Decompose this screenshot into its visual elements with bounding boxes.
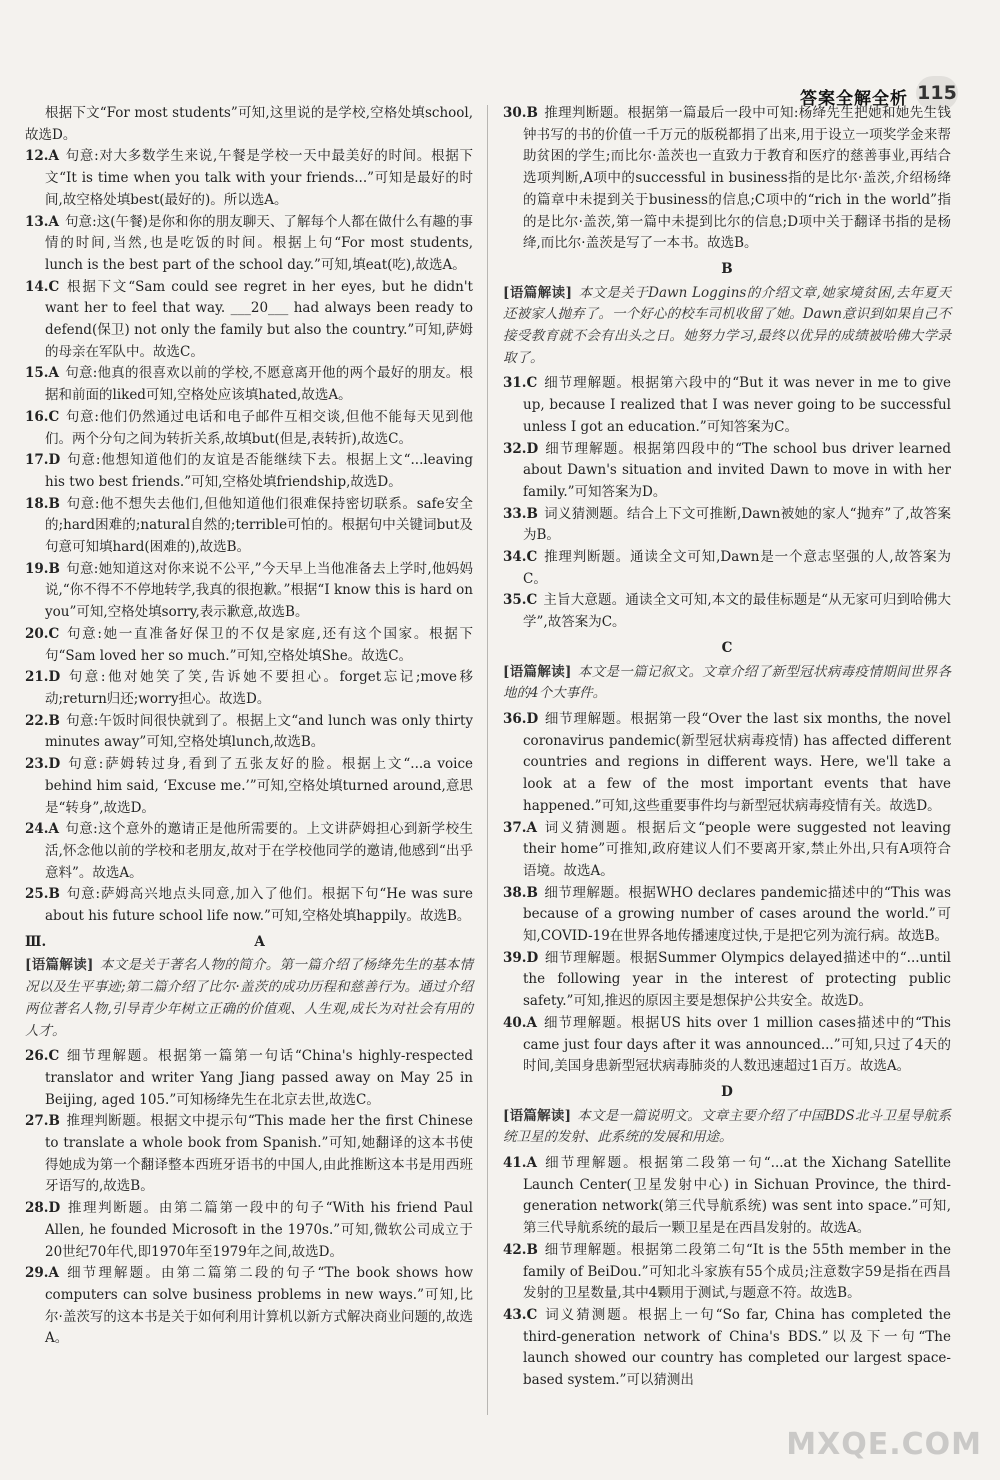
reading-summary-a bbox=[25, 955, 473, 1042]
answer-item bbox=[503, 373, 951, 438]
answer-item bbox=[503, 709, 951, 818]
answers-36-40 bbox=[503, 709, 951, 1078]
answer-item bbox=[25, 494, 473, 559]
section-letter: A bbox=[254, 933, 265, 950]
reading-tag: [语篇解读] bbox=[503, 663, 572, 680]
answer-number: 19.B bbox=[25, 560, 60, 577]
answer-text: 句意:对大多数学生来说,午餐是学校一天中最美好的时间。根据下文“It is time when you talk with your friends...”可知是最好的时间,故空格处填best(最好的)。所以选A。 bbox=[45, 148, 473, 208]
answer-text: 细节理解题。根据第四段中的“The school bus driver learned about Dawn's situation and invited Dawn to move in with her family.”可知答案为D。 bbox=[523, 440, 951, 500]
answer-item bbox=[25, 146, 473, 211]
answer-number: 33.B bbox=[503, 505, 538, 522]
answer-text: 句意:萨姆转过身,看到了五张友好的脸。根据上文“...a voice behind him said, ‘Excuse me.’”可知,空格处填turned around,意思是“转身”,故选D。 bbox=[45, 756, 473, 816]
answer-text: 句意:她知道这对你来说不公平,”今天早上当他准备去上学时,他妈妈说,“你不得不不停地转学,我真的很抱歉。”根据“I know this is hard on you”可知,空格处填sorry,表示歉意,故选B。 bbox=[45, 560, 473, 621]
answer-number: 43.C bbox=[503, 1306, 538, 1323]
answer-number: 25.B bbox=[25, 886, 60, 903]
watermark-logo: MXQE.COM bbox=[786, 1427, 982, 1462]
answer-text: 句意:他对她笑了笑,告诉她不要担心。forget忘记;move移动;return归还;worry担心。故选D。 bbox=[45, 669, 473, 707]
answer-number: 42.B bbox=[503, 1241, 538, 1258]
reading-tag: [语篇解读] bbox=[25, 957, 94, 974]
answer-number: 30.B bbox=[503, 105, 538, 121]
right-column bbox=[503, 103, 951, 1392]
answer-text: 根据下文“Sam could see regret in her eyes, but he didn't want her to feel that way. ___20___ had always been ready to defend(保卫) not only the family but also the country.”可知,萨姆的母亲在军队中。故选C。 bbox=[45, 278, 473, 360]
answer-text: 细节理解题。根据第六段中的“But it was never in me to give up, because I realized that I was never going to be successful unless I got an education.”可知答案为C。 bbox=[523, 375, 951, 435]
answer-text: 细节理解题。根据WHO declares pandemic描述中的“This was because of a growing number of cases around the world.”可知,COVID-19在世界各地传播速度过快,于是把它列为流行病。故选B。 bbox=[523, 884, 951, 945]
answer-number: 14.C bbox=[25, 278, 60, 295]
answer-number: 37.A bbox=[503, 819, 537, 836]
answer-text: 句意:萨姆高兴地点头同意,加入了他们。根据下句“He was sure about his future school life now.”可知,空格处填happily。故选B。 bbox=[45, 886, 473, 925]
answer-number: 39.D bbox=[503, 949, 539, 966]
answer-text: 句意:午饭时间很快就到了。根据上文“and lunch was only thirty minutes away”可知,空格处填lunch,故选B。 bbox=[45, 712, 473, 751]
answer-item bbox=[503, 948, 951, 1013]
reading-tag: [语篇解读] bbox=[503, 1107, 572, 1124]
reading-summary-d bbox=[503, 1106, 951, 1149]
answer-item bbox=[503, 1013, 951, 1078]
reading-summary-b bbox=[503, 283, 951, 370]
answer-text: 句意:他想知道他们的友谊是否能继续下去。根据上文“...leaving his two best friends.”可知,空格处填friendship,故选D。 bbox=[45, 452, 473, 490]
answer-number: 26.C bbox=[25, 1048, 60, 1065]
answer-number: 18.B bbox=[25, 495, 60, 512]
answer-text: 细节理解题。根据第一篇第一句话“China's highly-respected translator and writer Yang Jiang passed away on May 25 in Beijing, aged 105.”可知杨绛先生在北京去世,故选C。 bbox=[45, 1048, 473, 1108]
answer-text: 细节理解题。根据US hits over 1 million cases描述中的“This came just four days after it was announced...”可知,只过了4天的时间,美国身患新型冠状病毒肺炎的人数迅速超过1百万。故选A。 bbox=[523, 1014, 951, 1075]
answer-text: 句意:这个意外的邀请正是他所需要的。上文讲萨姆担心到新学校生活,怀念他以前的学校和老朋友,故对于在学校他同学的邀请,他感到“出乎意料”。故选A。 bbox=[45, 821, 473, 881]
answer-number: 12.A bbox=[25, 148, 59, 165]
reading-text: 本文是关于著名人物的简介。第一篇介绍了杨绛先生的基本情况以及生平事迹;第二篇介绍了比尔·盖茨的成功历程和慈善行为。通过介绍两位著名人物,引导青少年树立正确的价值观、人生观,成长为对社会有用的人才。 bbox=[25, 957, 473, 1039]
answer-text: 词义猜测题。根据后文“people were suggested not leaving their home”可推知,政府建议人们不要离开家,禁止外出,只有A项符合语境。故选A。 bbox=[523, 819, 951, 879]
answer-item bbox=[25, 407, 473, 450]
page-number: 115 bbox=[916, 76, 958, 110]
answer-item bbox=[503, 1305, 951, 1392]
answer-text: 句意:这(午餐)是你和你的朋友聊天、了解每个人都在做什么有趣的事情的时间,当然,也是吃饭的时间。根据上句“For most students, lunch is the best part of the school day.”可知,填eat(吃),故选A。 bbox=[45, 213, 473, 273]
answer-item bbox=[25, 884, 473, 927]
answer-item bbox=[503, 590, 951, 633]
header-title: 答案全解全析 bbox=[800, 89, 908, 109]
answers-41-43 bbox=[503, 1153, 951, 1392]
answer-number: 21.D bbox=[25, 669, 61, 686]
intro-text: 根据下文“For most students”可知,这里说的是学校,空格处填school,故选D。 bbox=[25, 105, 473, 143]
answer-text: 细节理解题。由第二篇第二段的句子“The book shows how computers can solve business problems in new ways.”可知,比尔·盖茨写的这本书是关于如何利用计算机以新方式解决商业问题的,故选A。 bbox=[45, 1265, 473, 1347]
answer-item bbox=[503, 547, 951, 590]
section-a-heading bbox=[25, 932, 473, 954]
answer-text: 推理判断题。由第二篇第一段中的句子“With his friend Paul Allen, he founded Microsoft in the 1970s.”可知,微软公司成立于20世纪70年代,即1970年至1979年之间,故选D。 bbox=[45, 1200, 473, 1260]
answer-item bbox=[25, 1198, 473, 1263]
answer-number: 15.A bbox=[25, 365, 59, 382]
answer-item bbox=[25, 1263, 473, 1350]
column-divider bbox=[487, 105, 488, 1415]
reading-text: 本文是一篇说明文。文章主要介绍了中国BDS北斗卫星导航系统卫星的发射、此系统的发展和用途。 bbox=[503, 1107, 951, 1146]
answer-text: 句意:她一直准备好保卫的不仅是家庭,还有这个国家。根据下句“Sam loved her so much.”可知,空格处填She。故选C。 bbox=[45, 625, 473, 664]
answer-item bbox=[503, 504, 951, 547]
answer-item bbox=[25, 624, 473, 667]
answer-number: 41.A bbox=[503, 1155, 537, 1172]
answer-number: 36.D bbox=[503, 710, 539, 727]
answer-text: 细节理解题。根据第二段第二句“It is the 55th member in the family of BeiDou.”可知北斗家族有55个成员;注意数字59是指在西昌发射的卫星数量,其中4颗用于测试,与题意不符。故选B。 bbox=[523, 1241, 951, 1302]
answers-31-35 bbox=[503, 373, 951, 633]
answer-item bbox=[503, 1153, 951, 1240]
answer-text: 主旨大意题。通读全文可知,本文的最佳标题是“从无家可归到哈佛大学”,故答案为C。 bbox=[523, 592, 951, 631]
answer-number: 32.D bbox=[503, 440, 539, 457]
answer-number: 24.A bbox=[25, 821, 59, 838]
answer-text: 推理判断题。根据第一篇最后一段中可知:杨绛先生把她和她先生钱钟书写的书的价值一千万元的版税都捐了出来,用于设立一项奖学金来帮助贫困的学生;而比尔·盖茨也一直致力于教育和医疗的慈善事业,再结合选项判断,A项中的successful in business指的是比尔·盖茨,介绍杨绛的篇章中未提到关于business的信息;C项中的“rich in the world”指的是比尔·盖茨,第一篇中未提到比尔的信息;D项中关于翻译书指的是杨绛,而比尔·盖茨是写了一本书。故选B。 bbox=[523, 105, 951, 252]
answers-12-25 bbox=[25, 146, 473, 927]
answer-item bbox=[25, 450, 473, 493]
answer-text: 细节理解题。根据Summer Olympics delayed描述中的“...until the following year in the interest of protecting public safety.”可知,推迟的原因主要是想保护公共安全。故选D。 bbox=[523, 949, 951, 1010]
answer-item bbox=[503, 439, 951, 504]
answer-item bbox=[25, 711, 473, 754]
answer-text: 推理判断题。根据文中提示句“This made her the first Chinese to translate a whole book from Spanish.”可知,她翻译的这本书使得她成为第一个翻译整本西班牙语书的中国人,由此推断这本书是用西班牙语写的,故选B。 bbox=[45, 1113, 473, 1195]
answer-number: 22.B bbox=[25, 712, 60, 729]
section-b-heading: B bbox=[721, 260, 733, 277]
answer-number: 40.A bbox=[503, 1014, 537, 1031]
reading-summary-c bbox=[503, 662, 951, 705]
answer-text: 词义猜测题。结合上下文可推断,Dawn被她的家人“抛弃”了,故答案为B。 bbox=[523, 505, 951, 544]
section-d-heading: D bbox=[721, 1083, 733, 1100]
part-roman-numeral: Ⅲ. bbox=[25, 933, 47, 950]
answer-item bbox=[25, 819, 473, 884]
answer-text: 推理判断题。通读全文可知,Dawn是一个意志坚强的人,故答案为C。 bbox=[523, 549, 951, 587]
answer-number: 20.C bbox=[25, 625, 60, 642]
answer-text: 细节理解题。根据第二段第一句“...at the Xichang Satellite Launch Center(卫星发射中心) in Sichuan Province, the third-generation network(第三代导航系统) was sent into space.”可知,第三代导航系统的最后一颗卫星是在西昌发射的。故选A。 bbox=[523, 1155, 951, 1237]
answer-text: 细节理解题。根据第一段“Over the last six months, the novel coronavirus pandemic(新型冠状病毒疫情) has affected different countries and regions in different ways. Here, we'll take a look at a few of the most important events that have happened.”可知,这些重要事件均与新型冠状病毒疫情有关。故选D。 bbox=[523, 710, 951, 814]
answer-number: 34.C bbox=[503, 549, 538, 566]
answer-text: 句意:他真的很喜欢以前的学校,不愿意离开他的两个最好的朋友。根据和前面的liked可知,空格处应该填hated,故选A。 bbox=[45, 365, 473, 404]
answer-text: 词义猜测题。根据上一句“So far, China has completed the third-generation network of China's BDS.”以及下一句“The launch showed our country has completed our largest space-based system.”可以猜测出 bbox=[523, 1306, 951, 1389]
answer-number: 23.D bbox=[25, 756, 61, 773]
answers-26-29 bbox=[25, 1046, 473, 1350]
answer-item bbox=[25, 667, 473, 710]
answer-number: 29.A bbox=[25, 1265, 59, 1282]
answer-item bbox=[25, 559, 473, 624]
section-c-heading: C bbox=[721, 639, 733, 656]
page-header bbox=[0, 0, 1000, 110]
answer-number: 16.C bbox=[25, 408, 60, 425]
answer-number: 27.B bbox=[25, 1113, 60, 1130]
answer-item bbox=[503, 818, 951, 883]
answer-number: 17.D bbox=[25, 452, 61, 469]
reading-text: 本文是关于Dawn Loggins的介绍文章,她家境贫困,去年夏天还被家人抛弃了。一个好心的校车司机收留了她。Dawn意识到如果自己不接受教育就不会有出头之日。她努力学习,最终以优异的成绩被哈佛大学录取了。 bbox=[503, 284, 952, 366]
answer-item bbox=[25, 1046, 473, 1111]
reading-text: 本文是一篇记叙文。文章介绍了新型冠状病毒疫情期间世界各地的4个大事件。 bbox=[503, 663, 951, 702]
answer-item bbox=[25, 754, 473, 819]
answer-number: 38.B bbox=[503, 884, 538, 901]
answer-item bbox=[503, 883, 951, 948]
answer-number: 28.D bbox=[25, 1200, 61, 1217]
answer-text: 句意:他不想失去他们,但他知道他们很难保持密切联系。safe安全的;hard困难的;natural自然的;terrible可怕的。根据句中关键词but及句意可知填hard(困难的),故选B。 bbox=[45, 495, 473, 556]
left-column bbox=[25, 103, 473, 1350]
answer-number: 35.C bbox=[503, 592, 538, 609]
answer-number: 31.C bbox=[503, 375, 538, 392]
answer-item bbox=[503, 103, 951, 255]
answer-item bbox=[25, 1111, 473, 1198]
answer-item bbox=[25, 277, 473, 364]
reading-tag: [语篇解读] bbox=[503, 284, 572, 301]
answer-item bbox=[25, 212, 473, 277]
answer-item bbox=[25, 363, 473, 406]
answer-text: 句意:他们仍然通过电话和电子邮件互相交谈,但他不能每天见到他们。两个分句之间为转折关系,故填but(但是,表转折),故选C。 bbox=[45, 408, 473, 447]
answer-number: 13.A bbox=[25, 213, 59, 230]
answer-item bbox=[503, 1240, 951, 1305]
